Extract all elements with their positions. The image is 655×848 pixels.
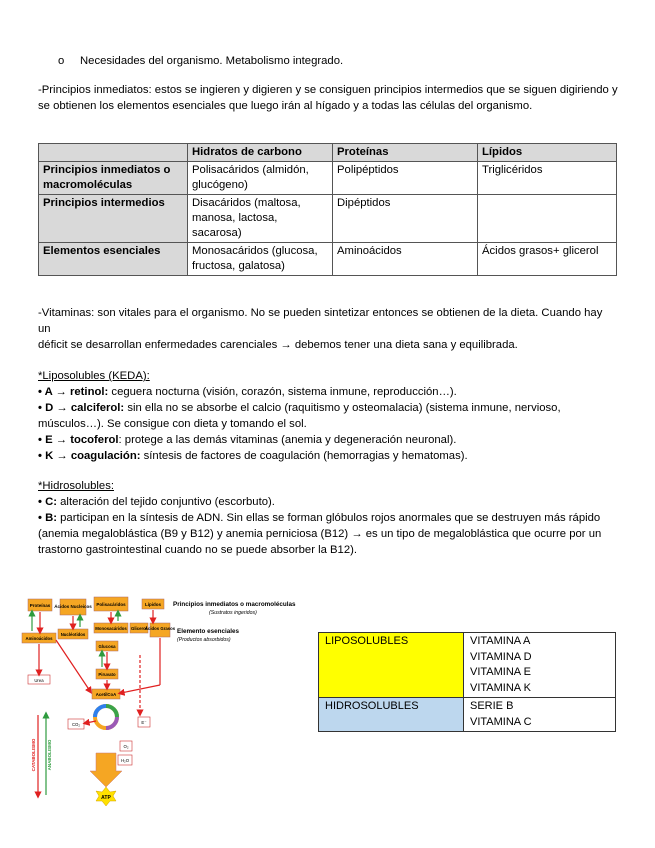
- table-cell: Aminoácidos: [333, 243, 478, 276]
- box-label: Polisacáridos: [96, 602, 126, 607]
- atp-arrow-icon: [90, 753, 122, 806]
- list-item: SERIE B: [470, 700, 514, 712]
- principios-paragraph: -Principios inmediatos: estos se ingieren y digieren y se consiguen principios intermedios que se siguen digiriendo y se obtienen los elementos esenciales que luego irán al hígado y a todas las células del organismo.: [38, 84, 618, 112]
- box-label: Monosacáridos: [95, 626, 127, 631]
- row-label: Principios inmediatos o macromoléculas: [39, 162, 188, 195]
- metabolism-diagram: [20, 595, 310, 815]
- krebs-cycle-icon: [95, 706, 117, 728]
- lipo-item: [38, 448, 618, 464]
- box-label: Nucléotidos: [60, 632, 86, 637]
- hidro-key: • C:: [38, 496, 58, 508]
- box-label: AcetilCoA: [95, 692, 117, 697]
- table-cell: Triglicéridos: [478, 162, 617, 195]
- atp-label: ATP: [101, 795, 111, 801]
- legend-1: Principios inmediatos o macromoléculas: [173, 601, 296, 608]
- bullet-necesidades: [58, 55, 343, 67]
- list-item: VITAMINA E: [470, 666, 531, 678]
- box-label: Urea: [34, 678, 44, 683]
- liposolubles-cell: LIPOSOLUBLES: [319, 633, 464, 698]
- table-cell: Ácidos grasos+ glicerol: [478, 243, 617, 276]
- hidro-item: [38, 494, 618, 510]
- lipo-text: síntesis de factores de coagulación (hemorragias y hematomas).: [140, 450, 468, 462]
- table-cell: Disacáridos (maltosa, manosa, lactosa, sacarosa): [188, 195, 333, 243]
- table-header: Proteínas: [333, 144, 478, 162]
- table-header: Lípidos: [478, 144, 617, 162]
- table-header: Hidratos de carbono: [188, 144, 333, 162]
- box-label: CO₂: [71, 722, 81, 727]
- lipo-key: • D → calciferol:: [38, 402, 125, 414]
- table-row: [39, 162, 617, 195]
- box-label: H₂O: [120, 758, 130, 763]
- box-label: Ácidos Nucleicos: [54, 604, 92, 609]
- box-label: Piruvato: [98, 672, 116, 677]
- lipo-key: • K → coagulación:: [38, 450, 141, 462]
- hidrosolubles-cell: HIDROSOLUBLES: [319, 698, 464, 732]
- box-label: O₂: [123, 744, 129, 749]
- table-header-row: [39, 144, 617, 162]
- legend-2: Elemento esenciales: [177, 628, 239, 635]
- vitaminas-paragraph: [38, 305, 618, 353]
- legend-1-sub: (Sustratos ingeridos): [209, 610, 257, 616]
- lipo-text: sin ella no se absorbe el calcio (raquitismo y osteomalacia) (sistema inmune, nervioso, músculos…). Se consigue con dieta y tomando el sol.: [38, 402, 561, 430]
- hidrosolubles-list: [464, 698, 616, 732]
- row-label: Elementos esenciales: [39, 243, 188, 276]
- bullet-text: Necesidades del organismo. Metabolismo integrado.: [80, 55, 344, 67]
- vitaminas-line-2: déficit se desarrollan enfermedades carenciales → debemos tener una dieta sana y equilibrada.: [38, 339, 518, 351]
- table-cell: Dipéptidos: [333, 195, 478, 243]
- list-item: VITAMINA K: [470, 681, 531, 694]
- box-label: Lípidos: [145, 602, 161, 607]
- liposolubles-list: [464, 633, 616, 698]
- table-cell: [478, 195, 617, 243]
- table-row: [39, 243, 617, 276]
- table-cell: Monosacáridos (glucosa, fructosa, galatosa): [188, 243, 333, 276]
- lipo-item: [38, 400, 618, 432]
- row-label: Principios intermedios: [39, 195, 188, 243]
- anabolismo-label: ANABOLISMO: [47, 739, 52, 771]
- liposolubles-section: [38, 368, 618, 464]
- table-header-empty: [39, 144, 188, 162]
- box-label: Glicerol: [130, 626, 148, 631]
- hidro-extra: (anemia megaloblástica (B9 y B12) y anemia perniciosa (B12) → es un tipo de megaloblástica que ocurre por un trastorno gastrointestinal cuando no se puede absorber la B12).: [38, 528, 602, 556]
- lipo-text: : protege a las demás vitaminas (anemia y degeneración neuronal).: [118, 434, 457, 446]
- vitaminas-line-1: -Vitaminas: son vitales para el organismo. No se pueden sintetizar entonces se obtienen de la dieta. Cuando hay un: [38, 307, 603, 335]
- nutrients-table: [38, 143, 617, 276]
- lipo-key: • A → retinol:: [38, 386, 109, 398]
- box-label: Glucosa: [98, 644, 116, 649]
- list-item: VITAMINA A: [470, 635, 531, 647]
- box-label: Proteínas: [29, 603, 51, 608]
- hidro-key: • B:: [38, 512, 58, 524]
- table-row: [39, 195, 617, 243]
- catabolismo-label: CATABOLISMO: [31, 738, 36, 772]
- hidro-text: alteración del tejido conjuntivo (escorbuto).: [57, 496, 275, 508]
- liposolubles-heading: *Liposolubles (KEDA):: [38, 370, 150, 382]
- hidrosolubles-heading: *Hidrosolubles:: [38, 480, 114, 492]
- list-item: VITAMINA D: [470, 650, 532, 663]
- hidro-text: participan en la síntesis de ADN. Sin ellas se forman glóbulos rojos anormales que se destruyen más rápido: [57, 512, 601, 524]
- table-row: [319, 698, 616, 732]
- lipo-text: ceguera nocturna (visión, corazón, sistema inmune, reproducción…).: [108, 386, 457, 398]
- hidrosolubles-section: [38, 478, 618, 558]
- table-row: [319, 633, 616, 698]
- list-item: VITAMINA C: [470, 715, 532, 728]
- vitamins-table: [318, 632, 616, 732]
- lipo-item: [38, 384, 618, 400]
- table-cell: Polipéptidos: [333, 162, 478, 195]
- hidro-item: [38, 510, 618, 526]
- lipo-key: • E → tocoferol: [38, 434, 119, 446]
- box-label: Aminoácidos: [25, 636, 53, 641]
- bullet-mark: o: [58, 55, 65, 67]
- table-cell: Polisacáridos (almidón, glucógeno): [188, 162, 333, 195]
- box-label: Ácidos Grasos: [144, 626, 176, 631]
- box-label: E⁻: [141, 720, 147, 725]
- lipo-item: [38, 432, 618, 448]
- legend-2-sub: (Productos absorbidos): [177, 637, 231, 643]
